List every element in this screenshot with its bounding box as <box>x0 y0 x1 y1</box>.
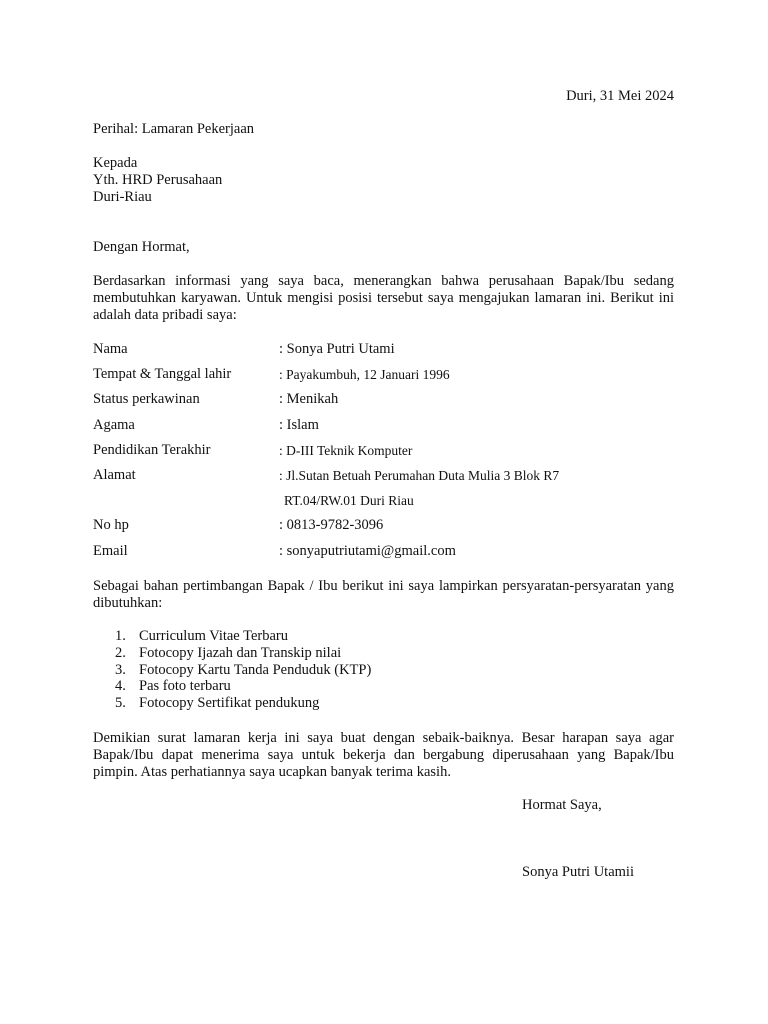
recipient-line-1: Kepada <box>93 155 138 171</box>
data-row-religion <box>93 417 674 442</box>
list-number: 2. <box>115 644 126 661</box>
data-label: Status perkawinan <box>93 391 200 408</box>
data-row-name <box>93 341 674 366</box>
data-row-marital <box>93 391 674 416</box>
letter-subject: Perihal: Lamaran Pekerjaan <box>93 121 255 137</box>
recipient-address <box>93 155 222 206</box>
data-row-address <box>93 467 674 492</box>
list-number: 3. <box>115 661 126 678</box>
data-value: : Jl.Sutan Betuah Perumahan Duta Mulia 3 Blok R7 <box>279 467 560 483</box>
signer-name: Sonya Putri Utamii <box>522 864 634 880</box>
recipient-line-2: Yth. HRD Perusahaan <box>93 172 223 188</box>
data-value: : Payakumbuh, 12 Januari 1996 <box>279 367 450 383</box>
data-row-address-cont <box>93 492 674 517</box>
list-text: Fotocopy Sertifikat pendukung <box>139 695 320 712</box>
list-text: Fotocopy Kartu Tanda Penduduk (KTP) <box>139 661 372 678</box>
list-number: 5. <box>115 695 126 712</box>
data-label: No hp <box>93 517 129 534</box>
data-value: : Menikah <box>279 391 339 408</box>
data-value: : sonyaputriutami@gmail.com <box>279 542 456 559</box>
list-number: 4. <box>115 678 126 695</box>
attachments-intro: Sebagai bahan pertimbangan Bapak / Ibu berikut ini saya lampirkan persyaratan-persyaratan yang dibutuhkan: <box>93 578 674 611</box>
data-row-birth <box>93 366 674 391</box>
greeting: Dengan Hormat, <box>93 239 190 255</box>
data-label: Email <box>93 542 128 559</box>
list-text: Pas foto terbaru <box>139 678 231 695</box>
list-number: 1. <box>115 628 126 644</box>
data-row-education <box>93 442 674 467</box>
closing-paragraph: Demikian surat lamaran kerja ini saya buat dengan sebaik-baiknya. Besar harapan saya agar Bapak/Ibu dapat menerima saya untuk bekerja dan bergabung diperusahaan yang Bapak/Ibu pimpin. Atas perhatiannya saya ucapkan banyak terima kasih. <box>93 730 674 780</box>
data-label: Tempat & Tanggal lahir <box>93 366 232 383</box>
data-label: Agama <box>93 416 135 433</box>
data-label: Pendidikan Terakhir <box>93 441 211 458</box>
list-text: Curriculum Vitae Terbaru <box>139 628 288 644</box>
data-label: Alamat <box>93 466 136 483</box>
closing-salutation: Hormat Saya, <box>522 797 602 813</box>
data-value: : D-III Teknik Komputer <box>279 442 413 458</box>
data-label: Nama <box>93 341 128 357</box>
data-value: RT.04/RW.01 Duri Riau <box>284 493 414 509</box>
data-value: : 0813-9782-3096 <box>279 517 384 534</box>
data-value: : Islam <box>279 416 319 433</box>
personal-data-table <box>93 341 674 568</box>
data-row-email <box>93 543 674 568</box>
data-value: : Sonya Putri Utami <box>279 341 395 357</box>
intro-paragraph: Berdasarkan informasi yang saya baca, menerangkan bahwa perusahaan Bapak/Ibu sedang membutuhkan karyawan. Untuk mengisi posisi tersebut saya mengajukan lamaran ini. Berikut ini adalah data pribadi saya: <box>93 273 674 323</box>
recipient-line-3: Duri-Riau <box>93 189 152 205</box>
list-text: Fotocopy Ijazah dan Transkip nilai <box>139 644 342 661</box>
data-row-phone <box>93 517 674 542</box>
letter-date: Duri, 31 Mei 2024 <box>566 88 674 104</box>
